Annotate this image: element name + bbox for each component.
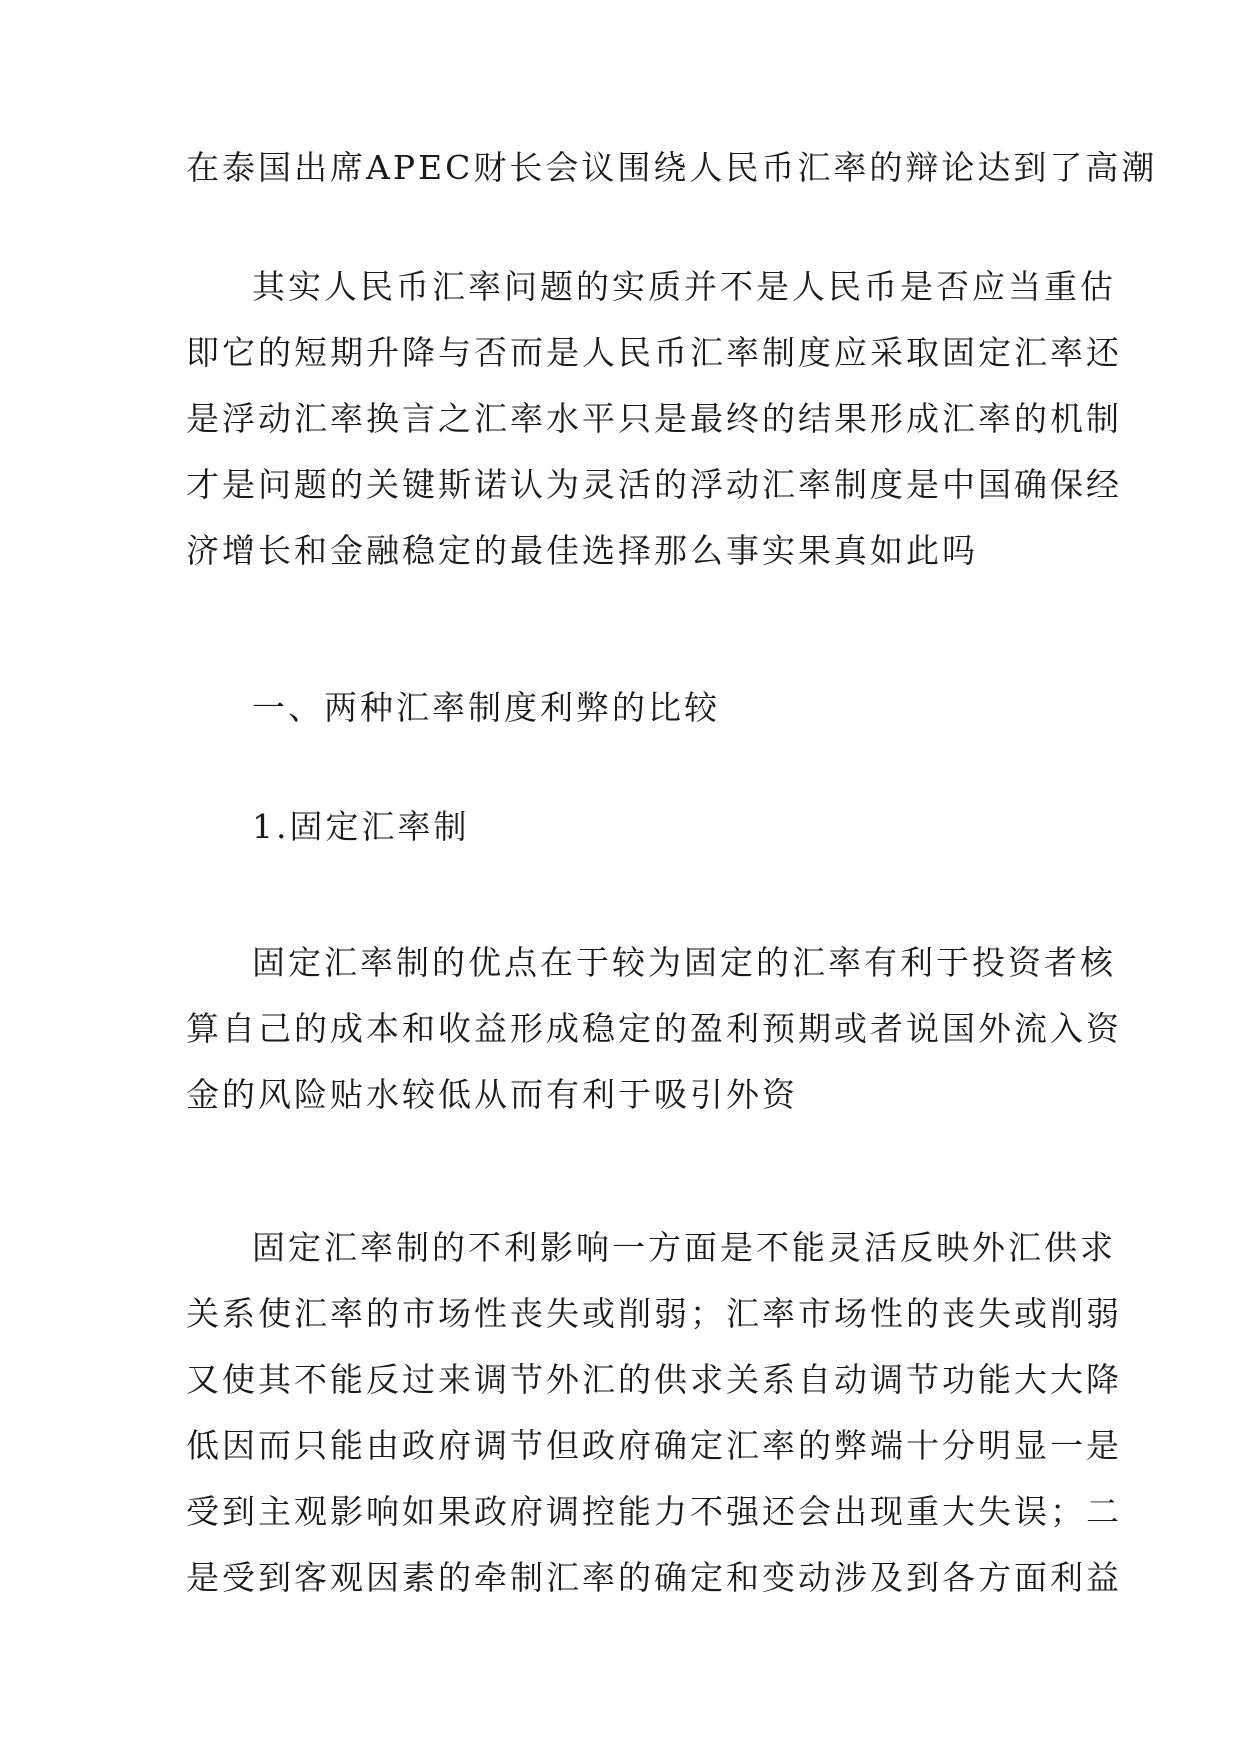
paragraph-fixed-rate-advantages <box>186 930 1122 1128</box>
text-line: 金的风险贴水较低从而有利于吸引外资 <box>186 1075 798 1114</box>
text-line: 固定汇率制的优点在于较为固定的汇率有利于投资者核 <box>252 943 1116 982</box>
text-line: 济增长和金融稳定的最佳选择那么事实果真如此吗 <box>186 531 978 570</box>
text-line: 关系使汇率的市场性丧失或削弱；汇率市场性的丧失或削弱 <box>186 1294 1122 1333</box>
text-line: 固定汇率制的不利影响一方面是不能灵活反映外汇供求 <box>252 1228 1116 1267</box>
text-line: 又使其不能反过来调节外汇的供求关系自动调节功能大大降 <box>186 1360 1122 1399</box>
paragraph-rmb-essence <box>186 254 1122 584</box>
text-line: 即它的短期升降与否而是人民币汇率制度应采取固定汇率还 <box>186 333 1122 372</box>
text-line: 是浮动汇率换言之汇率水平只是最终的结果形成汇率的机制 <box>186 399 1122 438</box>
section-heading: 一、两种汇率制度利弊的比较 <box>252 688 720 727</box>
paragraph-apec-meeting <box>186 135 1158 201</box>
text-line: 是受到客观因素的牵制汇率的确定和变动涉及到各方面利益 <box>186 1558 1122 1597</box>
paragraph-fixed-rate-disadvantages <box>186 1215 1122 1611</box>
text-line: 在泰国出席APEC财长会议围绕人民币汇率的辩论达到了高潮 <box>186 148 1158 187</box>
text-line: 低因而只能由政府调节但政府确定汇率的弊端十分明显一是 <box>186 1426 1122 1465</box>
subsection-heading: 1.固定汇率制 <box>252 807 470 846</box>
text-line: 其实人民币汇率问题的实质并不是人民币是否应当重估 <box>252 267 1116 306</box>
subsection-heading-fixed-rate <box>186 794 1056 860</box>
text-line: 算自己的成本和收益形成稳定的盈利预期或者说国外流入资 <box>186 1009 1122 1048</box>
section-heading-comparison <box>186 675 1056 741</box>
text-line: 才是问题的关键斯诺认为灵活的浮动汇率制度是中国确保经 <box>186 465 1122 504</box>
text-line: 受到主观影响如果政府调控能力不强还会出现重大失误；二 <box>186 1492 1122 1531</box>
